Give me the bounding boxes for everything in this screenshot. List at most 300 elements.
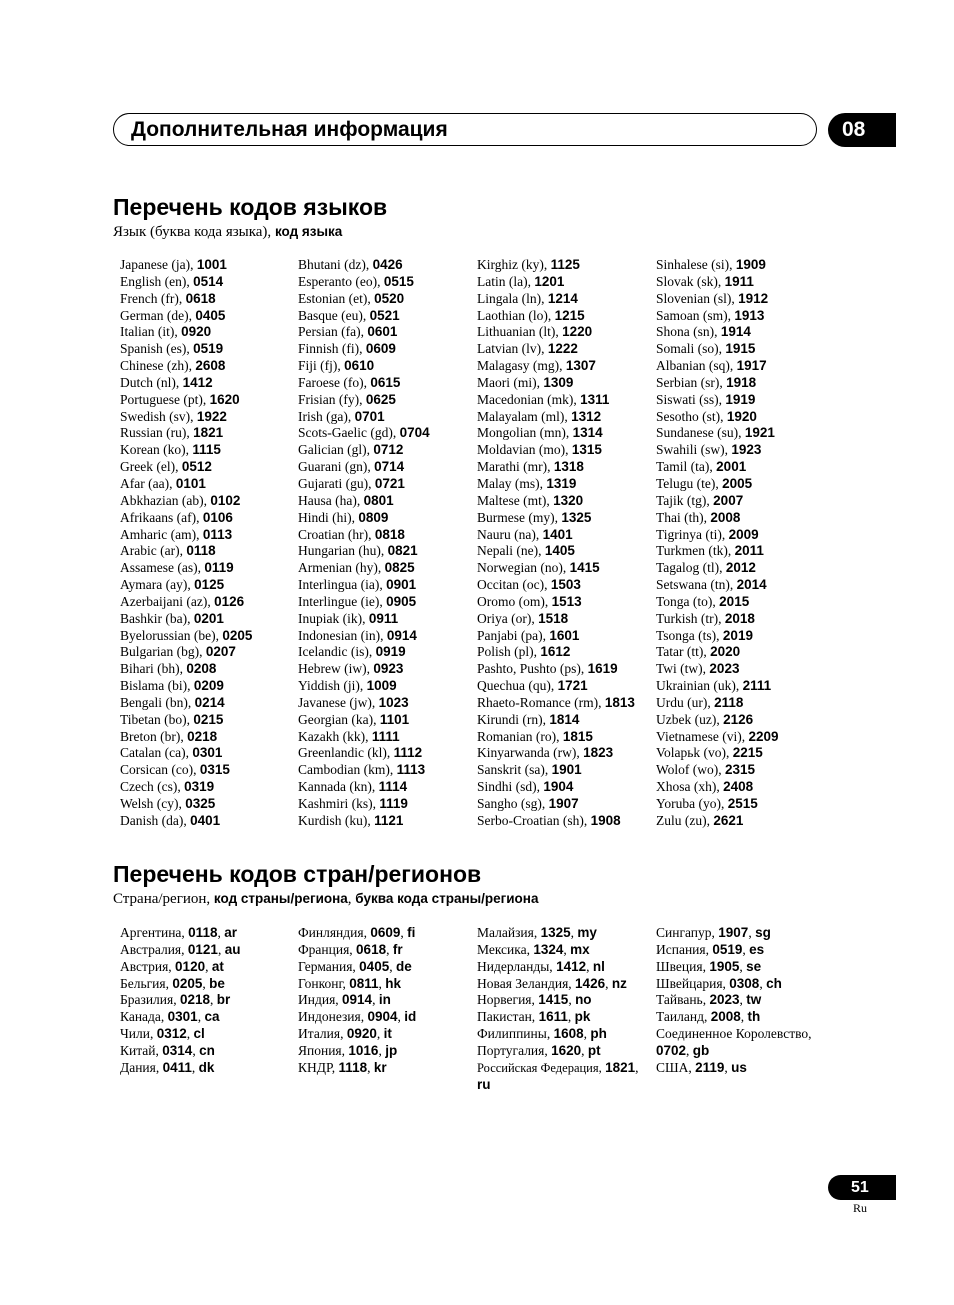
- language-name: Bhutani (dz),: [298, 257, 370, 272]
- country-name: Финляндия,: [298, 925, 367, 940]
- language-name: Malayalam (ml),: [477, 408, 568, 424]
- language-code: 0911: [368, 610, 399, 626]
- country-row: [656, 992, 831, 1009]
- language-name: Mongolian (mn),: [477, 425, 570, 441]
- language-code: 1009: [366, 678, 397, 694]
- languages-subtitle-plain: Язык (буква кода языка),: [113, 224, 272, 240]
- language-name: Sindhi (sd),: [477, 779, 541, 795]
- language-name: Hungarian (hu),: [298, 543, 385, 559]
- country-letter-code: cl: [193, 1026, 205, 1042]
- language-code: 1125: [550, 257, 580, 272]
- language-name: Bashkir (ba),: [120, 610, 191, 626]
- language-code: 0514: [193, 273, 224, 289]
- language-name: Welsh (cy),: [120, 796, 182, 811]
- language-code: 1215: [554, 307, 585, 323]
- language-row: [656, 762, 828, 779]
- country-separator: ,: [376, 1026, 384, 1042]
- country-separator: ,: [586, 958, 593, 974]
- language-row: [298, 577, 470, 594]
- language-row: [477, 611, 649, 628]
- country-code: 0405: [359, 958, 390, 974]
- language-code: 1112: [393, 745, 423, 761]
- language-name: Galician (gl),: [298, 442, 370, 458]
- country-code: 0618: [356, 941, 387, 957]
- language-code: 1023: [378, 694, 409, 710]
- language-code: 1921: [744, 425, 775, 441]
- language-code: 2001: [716, 459, 747, 475]
- country-code: 1905: [709, 958, 740, 974]
- language-code: 0119: [204, 560, 234, 576]
- language-code: 0205: [222, 627, 253, 643]
- language-row: [298, 594, 470, 611]
- language-code: 0218: [187, 728, 218, 744]
- country-name: Аргентина,: [120, 925, 185, 940]
- language-row: [120, 762, 292, 779]
- language-code: 2015: [719, 593, 750, 609]
- country-name: Таиланд,: [656, 1009, 708, 1025]
- language-code: 1415: [569, 560, 600, 576]
- language-row: [120, 796, 292, 813]
- country-code: 1118: [338, 1059, 368, 1075]
- language-code: 1518: [538, 610, 569, 626]
- country-row: [656, 1009, 831, 1026]
- country-separator: ,: [740, 1009, 748, 1025]
- country-name: Филиппины,: [477, 1026, 551, 1042]
- language-column: [477, 257, 649, 830]
- language-row: [298, 257, 470, 274]
- language-row: [656, 257, 828, 274]
- language-code: 1503: [550, 577, 581, 593]
- country-row: [477, 925, 645, 942]
- language-code: 2005: [722, 475, 753, 491]
- country-code: 0301: [167, 1009, 198, 1025]
- language-row: [656, 678, 828, 695]
- country-code: 2119: [695, 1059, 725, 1075]
- language-code: 0923: [373, 661, 404, 677]
- language-row: [298, 274, 470, 291]
- language-row: [477, 813, 649, 830]
- country-row: [120, 1009, 292, 1026]
- language-code: 1915: [725, 341, 756, 357]
- languages-subtitle-bold: код языка: [274, 224, 343, 239]
- language-code: 2019: [722, 627, 753, 643]
- language-name: Vietnamese (vi),: [656, 728, 746, 744]
- language-code: 2020: [710, 644, 741, 660]
- language-row: [656, 611, 828, 628]
- country-code: 0811: [349, 975, 379, 991]
- country-row: [298, 959, 470, 976]
- language-row: [477, 745, 649, 762]
- language-name: Burmese (my),: [477, 509, 558, 525]
- language-name: Twi (tw),: [656, 661, 707, 677]
- language-name: Kashmiri (ks),: [298, 796, 376, 811]
- country-code: 0205: [172, 975, 203, 991]
- language-row: [120, 274, 292, 291]
- language-row: [298, 493, 470, 510]
- country-letter-code: ca: [204, 1009, 220, 1025]
- language-code: 1904: [543, 779, 574, 795]
- language-name: Greenlandic (kl),: [298, 745, 391, 761]
- language-row: [298, 291, 470, 308]
- language-code: 2209: [748, 728, 779, 744]
- country-separator: ,: [205, 958, 212, 974]
- language-row: [120, 745, 292, 762]
- language-row: [120, 375, 292, 392]
- language-code: 1619: [587, 661, 618, 677]
- country-separator: ,: [372, 992, 379, 1008]
- country-code: 0519: [712, 941, 743, 957]
- language-code: 0609: [365, 341, 396, 357]
- language-name: Persian (fa),: [298, 324, 364, 340]
- language-row: [477, 577, 649, 594]
- language-row: [298, 712, 470, 729]
- language-name: Yoruba (yo),: [656, 796, 725, 811]
- country-separator: ,: [748, 925, 756, 940]
- language-code: 1909: [735, 257, 766, 272]
- countries-subtitle-separator: ,: [347, 891, 352, 907]
- country-row: [477, 1060, 645, 1094]
- country-row: [298, 1043, 470, 1060]
- language-row: [656, 661, 828, 678]
- country-separator: ,: [563, 941, 571, 957]
- country-separator: ,: [217, 925, 225, 940]
- country-name: Российская Федерация,: [477, 1060, 602, 1075]
- language-name: Serbian (sr),: [656, 374, 723, 390]
- language-code: 0601: [367, 324, 398, 340]
- country-name: Мексика,: [477, 941, 530, 957]
- language-row: [298, 425, 470, 442]
- country-column: [120, 925, 292, 1077]
- language-name: Russian (ru),: [120, 425, 190, 441]
- language-code: 1918: [726, 374, 757, 390]
- language-row: [656, 695, 828, 712]
- language-name: Yiddish (ji),: [298, 678, 364, 694]
- language-code: 1325: [561, 509, 592, 525]
- country-row: [477, 1026, 645, 1043]
- language-name: Gujarati (gu),: [298, 475, 372, 491]
- language-row: [120, 476, 292, 493]
- language-name: Estonian (et),: [298, 290, 371, 306]
- language-row: [656, 274, 828, 291]
- country-separator: ,: [191, 1059, 199, 1075]
- language-name: Hausa (ha),: [298, 492, 361, 508]
- language-code: 0214: [194, 694, 225, 710]
- language-row: [656, 813, 828, 830]
- language-code: 0126: [214, 593, 245, 609]
- language-name: Rhaeto-Romance (rm),: [477, 694, 602, 710]
- language-name: Oromo (om),: [477, 593, 549, 609]
- country-code: 1426: [575, 975, 606, 991]
- language-name: Bihari (bh),: [120, 661, 183, 677]
- language-code: 0701: [354, 408, 385, 424]
- language-name: Tatar (tt),: [656, 644, 707, 660]
- language-name: Setswana (tn),: [656, 577, 734, 593]
- country-separator: ,: [583, 1026, 591, 1042]
- country-separator: ,: [739, 992, 747, 1008]
- language-name: Assamese (as),: [120, 560, 201, 576]
- language-code: 1319: [546, 475, 577, 491]
- language-row: [298, 341, 470, 358]
- country-letter-code: mx: [570, 941, 590, 957]
- language-row: [298, 324, 470, 341]
- language-code: 0714: [374, 459, 405, 475]
- country-letter-code: no: [575, 992, 592, 1008]
- country-code: 0121: [187, 941, 218, 957]
- language-code: 1923: [731, 442, 762, 458]
- country-separator: ,: [397, 1009, 405, 1025]
- language-code: 1922: [196, 408, 227, 424]
- language-row: [656, 712, 828, 729]
- language-name: Kirundi (rn),: [477, 711, 546, 727]
- language-name: Afrikaans (af),: [120, 509, 200, 525]
- language-name: Telugu (te),: [656, 475, 719, 491]
- country-code: 1325: [540, 925, 571, 940]
- language-row: [656, 796, 828, 813]
- country-code: 1324: [533, 941, 564, 957]
- country-separator: ,: [581, 1042, 588, 1058]
- language-code: 0901: [386, 577, 417, 593]
- language-name: Irish (ga),: [298, 408, 352, 424]
- language-row: [477, 678, 649, 695]
- country-code: 1620: [551, 1042, 582, 1058]
- language-code: 1412: [182, 374, 213, 390]
- country-letter-code: se: [746, 958, 762, 974]
- countries-subtitle-plain: Страна/регион,: [113, 891, 211, 907]
- languages-section-title: Перечень кодов языков: [113, 194, 388, 220]
- language-code: 1721: [557, 678, 588, 694]
- country-letter-code: my: [577, 925, 597, 940]
- language-row: [477, 644, 649, 661]
- country-row: [298, 1060, 470, 1077]
- language-code: 2018: [724, 610, 755, 626]
- country-separator: ,: [400, 925, 408, 940]
- country-code: 2008: [710, 1009, 741, 1025]
- country-row: [298, 942, 470, 959]
- language-code: 2608: [195, 358, 226, 374]
- language-name: Javanese (jw),: [298, 694, 376, 710]
- language-row: [298, 510, 470, 527]
- language-row: [477, 341, 649, 358]
- language-name: Kinyarwanda (rw),: [477, 745, 580, 761]
- language-row: [298, 628, 470, 645]
- country-code: 0411: [162, 1059, 192, 1075]
- country-separator: ,: [739, 958, 747, 974]
- country-row: [477, 942, 645, 959]
- country-name: Соединенное Королевство,: [656, 1026, 812, 1042]
- language-name: Turkmen (tk),: [656, 543, 732, 559]
- language-name: Zulu (zu),: [656, 812, 710, 828]
- language-name: Slovak (sk),: [656, 273, 722, 289]
- language-code: 1111: [371, 728, 400, 744]
- language-name: Sundanese (su),: [656, 425, 742, 441]
- language-code: 1320: [553, 492, 584, 508]
- language-code: 1315: [571, 442, 602, 458]
- language-row: [298, 762, 470, 779]
- language-row: [656, 527, 828, 544]
- language-row: [477, 510, 649, 527]
- language-row: [298, 409, 470, 426]
- language-row: [120, 577, 292, 594]
- country-row: [477, 1009, 645, 1026]
- language-name: Maori (mi),: [477, 374, 540, 390]
- language-code: 0201: [193, 610, 224, 626]
- language-code: 0512: [181, 459, 212, 475]
- language-row: [656, 577, 828, 594]
- country-name: Франция,: [298, 941, 353, 957]
- country-letter-code: pt: [587, 1042, 601, 1058]
- country-letter-code: br: [216, 992, 231, 1008]
- country-letter-code: be: [209, 975, 225, 991]
- language-row: [477, 358, 649, 375]
- country-row: [120, 992, 292, 1009]
- language-code: 0319: [184, 779, 215, 795]
- country-code: 0609: [370, 925, 401, 940]
- language-code: 0519: [193, 341, 224, 357]
- language-row: [656, 392, 828, 409]
- country-name: Новая Зеландия,: [477, 975, 572, 991]
- language-row: [477, 291, 649, 308]
- country-row: [120, 1060, 292, 1077]
- language-name: Fiji (fj),: [298, 358, 341, 374]
- chapter-header: [113, 113, 817, 146]
- language-row: [656, 476, 828, 493]
- language-row: [298, 729, 470, 746]
- language-row: [298, 678, 470, 695]
- language-code: 0618: [185, 290, 216, 306]
- language-row: [298, 779, 470, 796]
- country-letter-code: ar: [224, 925, 237, 940]
- country-name: Пакистан,: [477, 1009, 536, 1025]
- language-name: Esperanto (eo),: [298, 273, 381, 289]
- language-name: Tamil (ta),: [656, 459, 713, 475]
- language-row: [298, 644, 470, 661]
- languages-section-subtitle: [113, 223, 342, 241]
- language-name: Amharic (am),: [120, 526, 200, 542]
- language-name: Ukrainian (uk),: [656, 678, 740, 694]
- language-code: 0818: [374, 526, 405, 542]
- country-row: [656, 976, 831, 993]
- language-name: Somali (so),: [656, 341, 722, 357]
- country-letter-code: fi: [407, 925, 416, 940]
- language-name: Sangho (sg),: [477, 796, 546, 811]
- language-name: Tsonga (ts),: [656, 627, 720, 643]
- language-name: Finnish (fi),: [298, 341, 363, 357]
- country-column: [656, 925, 831, 1077]
- country-code: 1016: [348, 1042, 379, 1058]
- language-name: German (de),: [120, 307, 192, 323]
- language-code: 1405: [544, 543, 575, 559]
- language-name: English (en),: [120, 273, 190, 289]
- language-name: Lingala (ln),: [477, 290, 545, 306]
- language-name: Kirghiz (ky),: [477, 257, 548, 272]
- language-code: 0101: [175, 475, 206, 491]
- language-name: Norwegian (no),: [477, 560, 567, 576]
- country-letter-code: gb: [692, 1042, 710, 1058]
- language-name: Malay (ms),: [477, 475, 543, 491]
- language-code: 0515: [383, 273, 414, 289]
- language-name: Hebrew (iw),: [298, 661, 370, 677]
- language-row: [120, 358, 292, 375]
- language-name: Thai (th),: [656, 509, 707, 525]
- language-code: 2023: [709, 661, 740, 677]
- country-letter-code: in: [378, 992, 391, 1008]
- language-name: Nepali (ne),: [477, 543, 542, 559]
- language-name: Turkish (tr),: [656, 610, 722, 626]
- language-code: 0520: [374, 290, 405, 306]
- language-name: Interlingua (ia),: [298, 577, 383, 593]
- language-row: [656, 510, 828, 527]
- language-row: [477, 257, 649, 274]
- language-code: 0426: [372, 257, 403, 272]
- language-name: Georgian (ka),: [298, 711, 377, 727]
- language-code: 2009: [728, 526, 759, 542]
- country-name: Малайзия,: [477, 925, 538, 940]
- country-letter-code: id: [404, 1009, 417, 1025]
- language-row: [477, 425, 649, 442]
- language-row: [656, 324, 828, 341]
- language-code: 1101: [379, 711, 410, 727]
- language-code: 2007: [713, 492, 744, 508]
- country-separator: ,: [192, 1042, 200, 1058]
- language-code: 2408: [723, 779, 754, 795]
- country-row: [656, 1060, 831, 1077]
- country-letter-code: sg: [755, 925, 771, 940]
- language-code: 0712: [373, 442, 404, 458]
- country-code: 1412: [556, 958, 587, 974]
- language-row: [477, 762, 649, 779]
- country-name: Канада,: [120, 1009, 165, 1025]
- country-letter-code: au: [224, 941, 241, 957]
- language-name: Marathi (mr),: [477, 459, 551, 475]
- language-code: 0704: [399, 425, 430, 441]
- country-separator: ,: [567, 1009, 575, 1025]
- language-code: 1001: [196, 257, 227, 272]
- language-code: 1917: [736, 358, 767, 374]
- language-name: Azerbaijani (az),: [120, 593, 211, 609]
- country-name: Австралия,: [120, 941, 185, 957]
- language-row: [477, 527, 649, 544]
- language-row: [477, 324, 649, 341]
- country-name: Дания,: [120, 1059, 160, 1075]
- language-row: [477, 796, 649, 813]
- language-code: 0801: [363, 492, 394, 508]
- countries-section-title: Перечень кодов стран/регионов: [113, 861, 482, 887]
- language-row: [656, 459, 828, 476]
- language-code: 1920: [726, 408, 757, 424]
- language-code: 1201: [534, 273, 565, 289]
- language-name: Catalan (ca),: [120, 745, 189, 761]
- language-row: [656, 409, 828, 426]
- language-row: [120, 560, 292, 577]
- country-row: [298, 1009, 470, 1026]
- language-name: Macedonian (mk),: [477, 391, 577, 407]
- language-row: [120, 611, 292, 628]
- language-row: [477, 695, 649, 712]
- language-code: 1222: [547, 341, 578, 357]
- language-name: Dutch (nl),: [120, 374, 180, 390]
- language-name: Afar (aa),: [120, 475, 173, 491]
- language-code: 1312: [571, 408, 602, 424]
- country-letter-code: tw: [746, 992, 762, 1008]
- language-code: 1911: [724, 273, 754, 289]
- language-code: 1908: [590, 812, 621, 828]
- language-name: Greek (el),: [120, 459, 179, 475]
- language-name: Hindi (hi),: [298, 509, 355, 525]
- language-code: 1401: [542, 526, 573, 542]
- language-name: Samoan (sm),: [656, 307, 731, 323]
- language-name: Latvian (lv),: [477, 341, 545, 357]
- language-name: Scots-Gaelic (gd),: [298, 425, 397, 441]
